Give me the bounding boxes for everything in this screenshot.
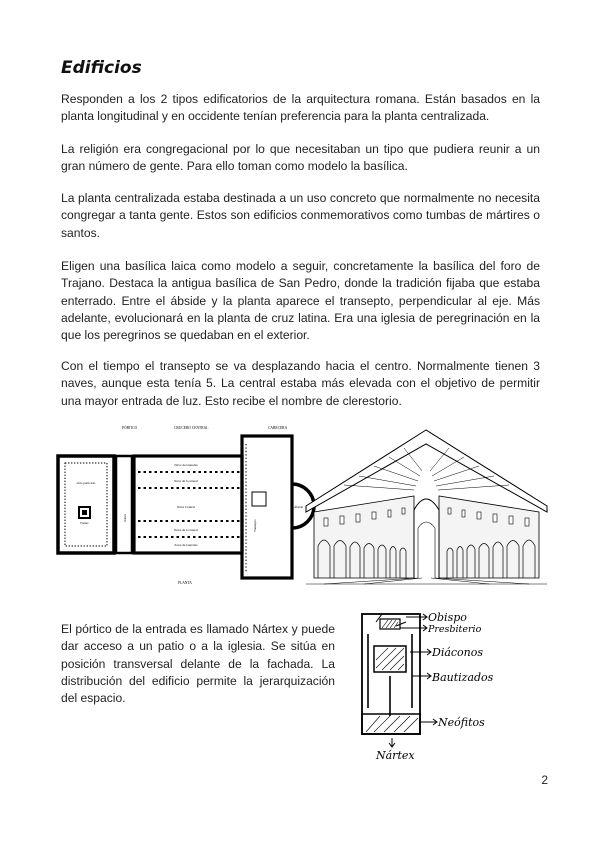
plan-label-cabecera: CABECERA xyxy=(268,426,288,430)
basilica-floor-plan xyxy=(56,422,302,587)
paragraph-centralized-plan: La planta centralizada estaba destinada a un uso concreto que normalmente no necesita congregar a tanta gente. Estos son edificios conmemorativos como tumbas de mártires o santos. xyxy=(61,191,540,240)
narthex-label: Nártex xyxy=(123,513,127,522)
narthex-wall xyxy=(116,456,132,553)
transept-label: Transepto xyxy=(253,519,257,532)
plan-label-planta: PLANTA xyxy=(178,581,192,585)
transept-wall xyxy=(242,436,292,578)
floor-lines xyxy=(306,578,547,584)
label-nartex: Nártex xyxy=(376,749,415,762)
label-neofitos: Neófitos xyxy=(438,716,485,729)
nave-label-4: Nave de lo lateral xyxy=(173,528,199,532)
atrium-wall xyxy=(58,456,114,553)
label-obispo: Obispo xyxy=(428,611,467,624)
paragraph-building-types: Responden a los 2 tipos edificatorios de la arquitectura romana. Están basados en la planta longitudinal y en occidente tenían preferencia para la planta centralizada. xyxy=(61,92,540,124)
paragraph-narthex: El pórtico de la entrada es llamado Nártex y puede dar acceso a un patio o a la iglesia. Se sitúa en posición transversal delante de la fachada. La distribución del edificio permite la jerarquización del espacio. xyxy=(61,622,335,706)
paragraph-clerestory: Con el tiempo el transepto se va desplazando hacia el centro. Normalmente tienen 3 naves, aunque esta tenía 5. La central estaba más elevada con el objetivo de permitir una mayor entrada de luz. Esto recibe el nombre de clerestorio. xyxy=(61,359,540,408)
page-title: Edificios xyxy=(61,58,142,78)
nave-label-2: Nave de lo lateral xyxy=(173,479,199,483)
label-presbiterio: Presbiterio xyxy=(428,624,482,635)
page-number: 2 xyxy=(541,773,548,787)
nave-label-3: Nave Central xyxy=(177,505,195,509)
nave-label-1: Nave de laterales xyxy=(174,463,198,467)
fountain-label: Fuente xyxy=(80,521,89,525)
nave-label-5: Zona de laterales xyxy=(174,543,198,547)
label-bautizados: Bautizados xyxy=(432,671,494,684)
atrium-colonnade xyxy=(65,463,107,546)
paragraph-congregational: La religión era congregacional por lo que necesitaban un tipo que pudiera reunir a un gran número de gente. Para ello toman como modelo la basílica. xyxy=(61,142,540,174)
paragraph-trajan-basilica: Eligen una basílica laica como modelo a seguir, concretamente la basílica del foro de Trajano. Destaca la antigua basílica de San Pedro, donde la tradición fijaba que estaba enterrado. Entre el ábside y la planta aparece el transepto, perpendicular al eje. Más adelante, evolucionará en la planta de cruz latina. Era una iglesia de peregrinación en la que los peregrinos se quedaban en el exterior. xyxy=(61,259,540,343)
nartex-box xyxy=(362,714,420,734)
plan-label-crucero: CRUCERO CENTRAL xyxy=(174,426,209,430)
basilica-perspective-drawing xyxy=(304,428,549,586)
label-diaconos: Diáconos xyxy=(432,646,484,659)
plan-label-portico: PÓRTICO xyxy=(122,426,138,430)
hierarchy-sketch xyxy=(340,604,530,762)
apse-label: Ábside xyxy=(294,505,304,509)
atrium-label: atrio porticado xyxy=(76,481,96,485)
